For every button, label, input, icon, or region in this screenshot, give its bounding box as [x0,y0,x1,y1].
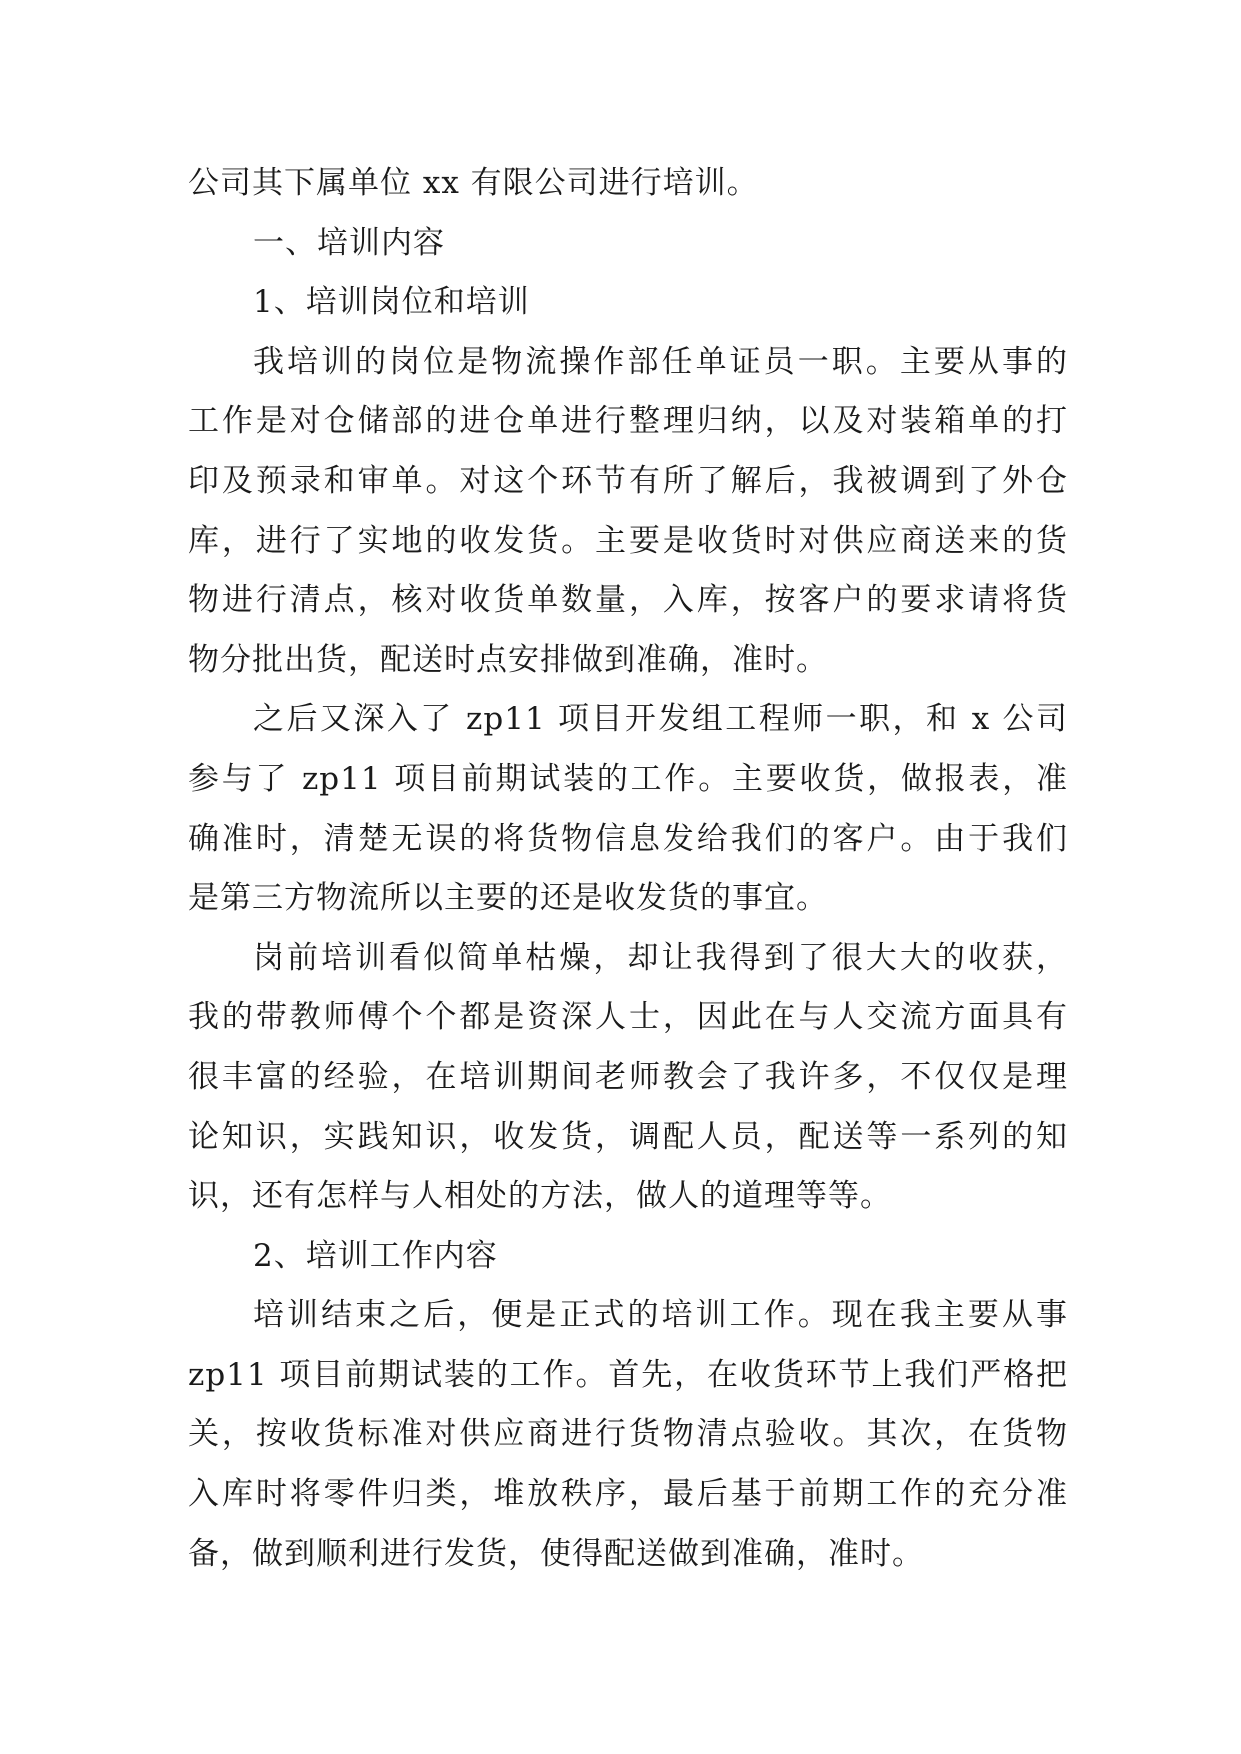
text-line: 物进行清点，核对收货单数量，入库，按客户的要求请将货 [188,582,1068,619]
text-line: 是第三方物流所以主要的还是收发货的事宜。 [188,880,828,917]
text-line: 一、培训内容 [253,224,445,261]
text-line: 工作是对仓储部的进仓单进行整理归纳，以及对装箱单的打 [188,403,1068,440]
text-line: 备，做到顺利进行发货，使得配送做到准确，准时。 [188,1535,924,1572]
text-line: 物分批出货，配送时点安排做到准确，准时。 [188,641,828,678]
text-line: 印及预录和审单。对这个环节有所了解后，我被调到了外仓 [188,462,1068,499]
text-line: 关，按收货标准对供应商进行货物清点验收。其次，在货物 [188,1416,1068,1453]
text-line: 之后又深入了 zp11 项目开发组工程师一职，和 x 公司 [253,701,1068,738]
text-line: 2、培训工作内容 [253,1237,498,1274]
text-line: 我培训的岗位是物流操作部任单证员一职。主要从事的 [253,343,1068,380]
text-line: 论知识，实践知识，收发货，调配人员，配送等一系列的知 [188,1118,1068,1155]
text-line: 公司其下属单位 xx 有限公司进行培训。 [188,165,759,201]
text-line: 入库时将零件归类，堆放秩序，最后基于前期工作的充分准 [188,1476,1068,1513]
text-line: 我的带教师傅个个都是资深人士，因此在与人交流方面具有 [188,999,1068,1036]
text-line: 很丰富的经验，在培训期间老师教会了我许多，不仅仅是理 [188,1058,1068,1095]
document-body [188,154,1068,1584]
text-line: 确准时，清楚无误的将货物信息发给我们的客户。由于我们 [188,820,1068,857]
text-line: 培训结束之后，便是正式的培训工作。现在我主要从事 [253,1297,1068,1334]
text-line: 参与了 zp11 项目前期试装的工作。主要收货，做报表，准 [188,760,1068,797]
text-line: 岗前培训看似简单枯燥，却让我得到了很大大的收获， [253,939,1068,976]
text-line: 库，进行了实地的收发货。主要是收货时对供应商送来的货 [188,522,1068,559]
text-line: 1、培训岗位和培训 [253,284,530,321]
text-line: zp11 项目前期试装的工作。首先，在收货环节上我们严格把 [188,1356,1068,1393]
text-line: 识，还有怎样与人相处的方法，做人的道理等等。 [188,1178,892,1215]
